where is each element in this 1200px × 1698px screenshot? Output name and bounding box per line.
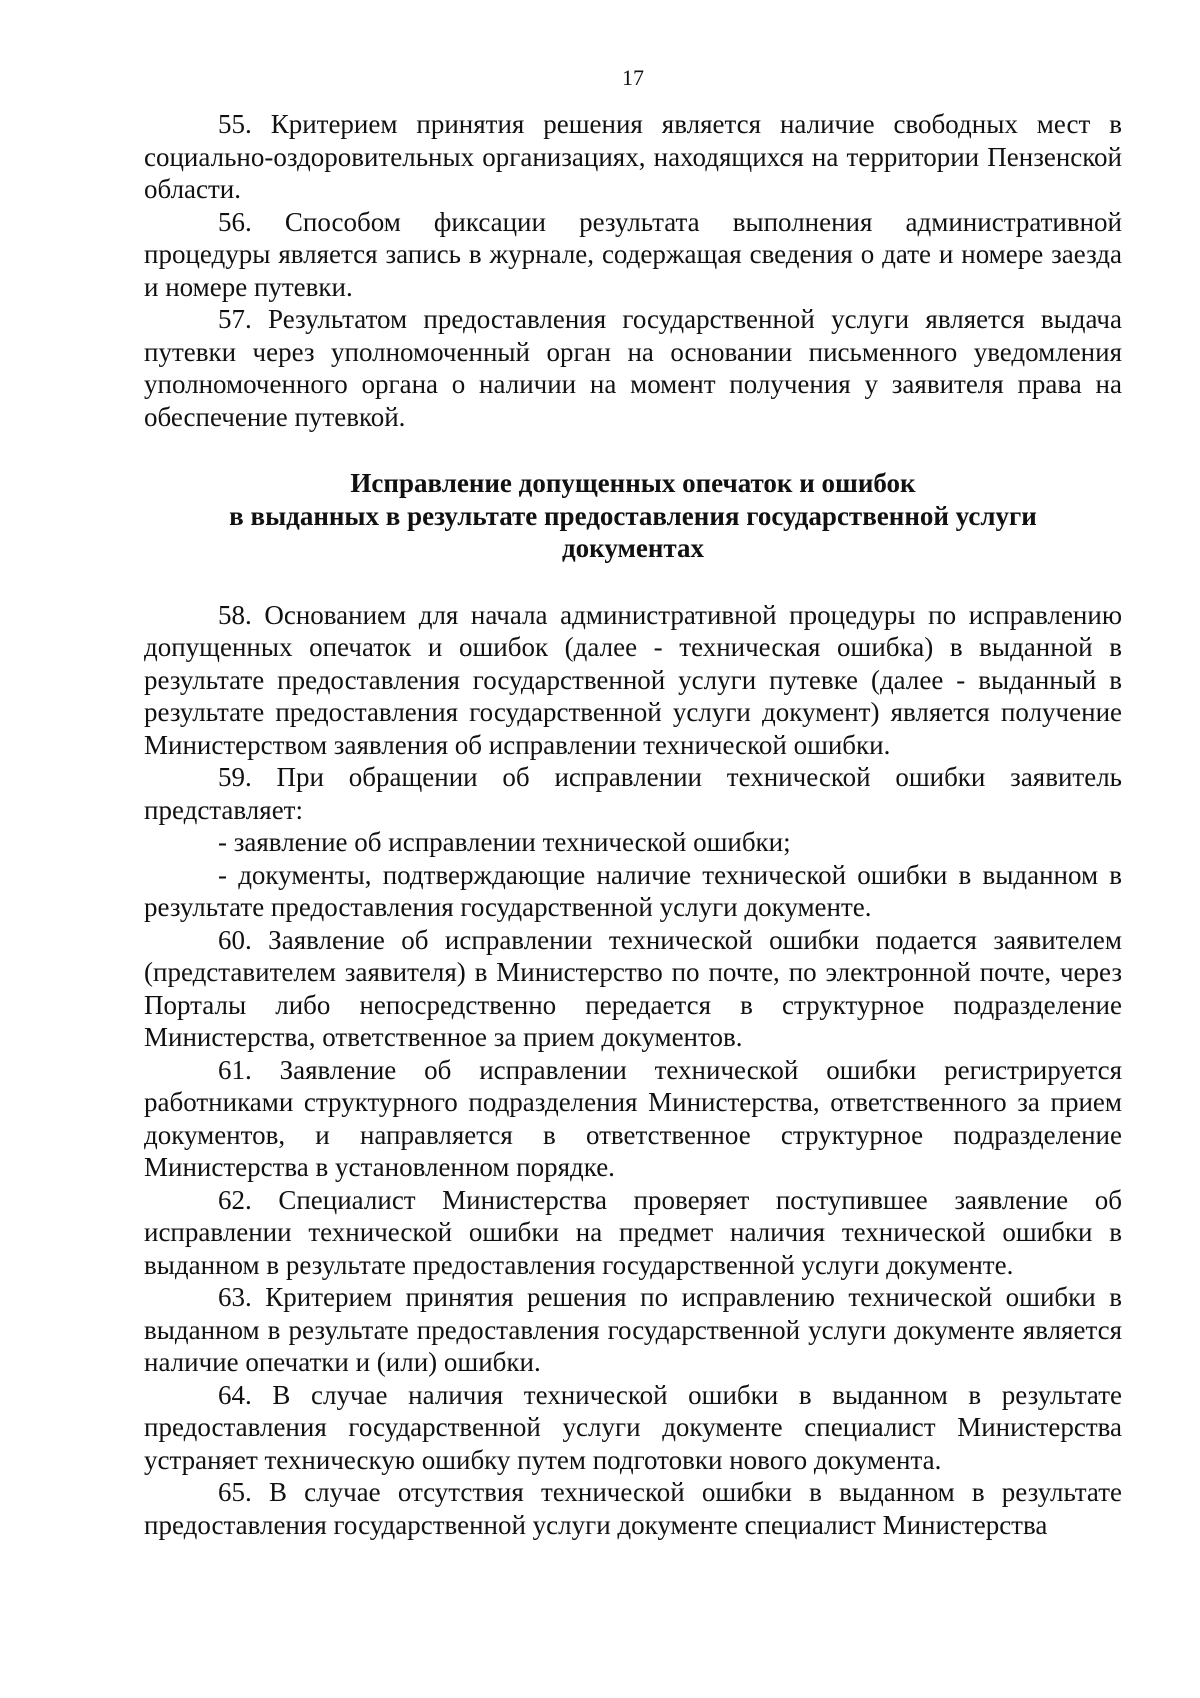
- list-item-documents: - документы, подтверждающие наличие технической ошибки в выданном в результате предоставления государственной услуги документе.: [144, 859, 1122, 922]
- paragraph-59: 59. При обращении об исправлении технической ошибки заявитель представляет:: [144, 762, 1122, 825]
- page-number: 17: [622, 65, 644, 90]
- paragraph-56: 56. Способом фиксации результата выполнения административной процедуры является запись в журнале, содержащая сведения о дате и номере заезда и номере путевки.: [144, 206, 1122, 302]
- paragraph-55: 55. Критерием принятия решения является наличие свободных мест в социально-оздоровительных организациях, находящихся на территории Пензенской области.: [144, 109, 1122, 204]
- paragraph-61: 61. Заявление об исправлении технической ошибки регистрируется работниками структурного подразделения Министерства, ответственного за прием документов, и направляется в ответственное структурное подразделение Министерства в установленном порядке.: [144, 1054, 1122, 1182]
- paragraph-64: 64. В случае наличия технической ошибки в выданном в результате предоставления государственной услуги документе специалист Министерства устраняет техническую ошибку путем подготовки нового документа.: [144, 1379, 1122, 1475]
- section-heading-line-3: документах: [561, 533, 704, 563]
- paragraph-57: 57. Результатом предоставления государственной услуги является выдача путевки через уполномоченный орган на основании письменного уведомления уполномоченного органа о наличии на момент получения у заявителя права на обеспечение путевкой.: [144, 304, 1122, 432]
- list-item-application: - заявление об исправлении технической ошибки;: [218, 827, 791, 857]
- paragraph-65: 65. В случае отсутствия технической ошибки в выданном в результате предоставления государственной услуги документе специалист Министерства: [144, 1477, 1122, 1540]
- paragraph-63: 63. Критерием принятия решения по исправлению технической ошибки в выданном в результате предоставления государственной услуги документе является наличие опечатки и (или) ошибки.: [144, 1282, 1122, 1377]
- section-heading-line-1: Исправление допущенных опечаток и ошибок: [350, 468, 916, 498]
- paragraph-58: 58. Основанием для начала административной процедуры по исправлению допущенных опечаток и ошибок (далее - техническая ошибка) в выданной в результате предоставления государственной услуги путевке (далее - выданный в результате предоставления государственной услуги документ) является получение Министерством заявления об исправлении технической ошибки.: [144, 599, 1122, 760]
- paragraph-60: 60. Заявление об исправлении технической ошибки подается заявителем (представителем заявителя) в Министерство по почте, по электронной почте, через Порталы либо непосредственно передается в структурное подразделение Министерства, ответственное за прием документов.: [144, 924, 1122, 1052]
- section-heading-line-2: в выданных в результате предоставления государственной услуги: [229, 500, 1037, 531]
- document-page: [144, 66, 1122, 1541]
- paragraph-62: 62. Специалист Министерства проверяет поступившее заявление об исправлении технической ошибки на предмет наличия технической ошибки в выданном в результате предоставления государственной услуги документе.: [144, 1184, 1122, 1280]
- section-heading: [144, 467, 1122, 565]
